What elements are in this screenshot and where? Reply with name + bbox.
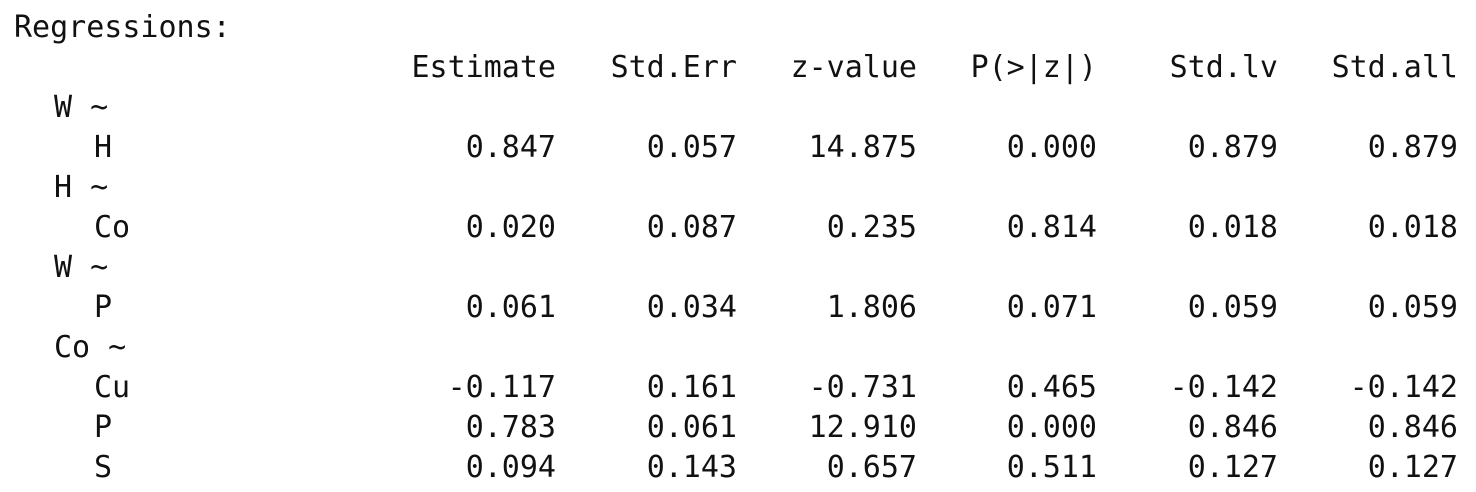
cell-z-value: -0.731 bbox=[808, 370, 917, 405]
header-p-value: P(>|z|) bbox=[970, 50, 1097, 85]
regression-rows bbox=[14, 88, 1464, 488]
regression-lhs-row bbox=[14, 88, 1464, 128]
predictor-label: S bbox=[94, 450, 113, 485]
cell-std-lv: 0.018 bbox=[1187, 210, 1278, 245]
cell-std-all: 0.127 bbox=[1367, 450, 1458, 485]
cell-std-err: 0.057 bbox=[646, 130, 737, 165]
cell-std-lv: 0.846 bbox=[1187, 410, 1278, 445]
cell-p-value: 0.000 bbox=[1006, 130, 1097, 165]
cell-p-value: 0.000 bbox=[1006, 410, 1097, 445]
cell-p-value: 0.465 bbox=[1006, 370, 1097, 405]
cell-p-value: 0.814 bbox=[1006, 210, 1097, 245]
table-row bbox=[14, 368, 1464, 408]
lhs-label: H ~ bbox=[54, 170, 109, 205]
cell-std-err: 0.034 bbox=[646, 290, 737, 325]
header-row bbox=[14, 48, 1464, 88]
lhs-label: W ~ bbox=[54, 90, 109, 125]
cell-z-value: 14.875 bbox=[808, 130, 917, 165]
cell-std-all: 0.879 bbox=[1367, 130, 1458, 165]
predictor-label: P bbox=[94, 290, 113, 325]
cell-z-value: 0.657 bbox=[826, 450, 917, 485]
header-std-err: Std.Err bbox=[610, 50, 737, 85]
header-estimate: Estimate bbox=[411, 50, 556, 85]
cell-z-value: 0.235 bbox=[826, 210, 917, 245]
cell-std-err: 0.143 bbox=[646, 450, 737, 485]
regression-lhs-row bbox=[14, 248, 1464, 288]
cell-estimate: -0.117 bbox=[447, 370, 556, 405]
cell-estimate: 0.847 bbox=[465, 130, 556, 165]
cell-std-err: 0.087 bbox=[646, 210, 737, 245]
lhs-label: W ~ bbox=[54, 250, 109, 285]
table-row bbox=[14, 448, 1464, 488]
cell-estimate: 0.783 bbox=[465, 410, 556, 445]
cell-std-lv: -0.142 bbox=[1169, 370, 1278, 405]
table-row bbox=[14, 208, 1464, 248]
cell-std-lv: 0.879 bbox=[1187, 130, 1278, 165]
table-row bbox=[14, 408, 1464, 448]
regressions-output bbox=[14, 8, 1464, 488]
predictor-label: P bbox=[94, 410, 113, 445]
cell-std-lv: 0.127 bbox=[1187, 450, 1278, 485]
header-std-lv: Std.lv bbox=[1169, 50, 1278, 85]
cell-p-value: 0.071 bbox=[1006, 290, 1097, 325]
cell-estimate: 0.061 bbox=[465, 290, 556, 325]
cell-std-all: 0.059 bbox=[1367, 290, 1458, 325]
predictor-label: Co bbox=[94, 210, 131, 245]
cell-z-value: 12.910 bbox=[808, 410, 917, 445]
section-title: Regressions: bbox=[14, 10, 231, 45]
cell-std-all: 0.018 bbox=[1367, 210, 1458, 245]
cell-std-all: -0.142 bbox=[1349, 370, 1458, 405]
cell-std-lv: 0.059 bbox=[1187, 290, 1278, 325]
header-std-all: Std.all bbox=[1331, 50, 1458, 85]
cell-p-value: 0.511 bbox=[1006, 450, 1097, 485]
cell-estimate: 0.020 bbox=[465, 210, 556, 245]
cell-estimate: 0.094 bbox=[465, 450, 556, 485]
cell-z-value: 1.806 bbox=[826, 290, 917, 325]
table-row bbox=[14, 128, 1464, 168]
cell-std-all: 0.846 bbox=[1367, 410, 1458, 445]
header-z-value: z-value bbox=[790, 50, 917, 85]
lhs-label: Co ~ bbox=[54, 330, 127, 365]
predictor-label: H bbox=[94, 130, 113, 165]
cell-std-err: 0.161 bbox=[646, 370, 737, 405]
regression-lhs-row bbox=[14, 328, 1464, 368]
cell-std-err: 0.061 bbox=[646, 410, 737, 445]
regression-lhs-row bbox=[14, 168, 1464, 208]
predictor-label: Cu bbox=[94, 370, 131, 405]
table-row bbox=[14, 288, 1464, 328]
